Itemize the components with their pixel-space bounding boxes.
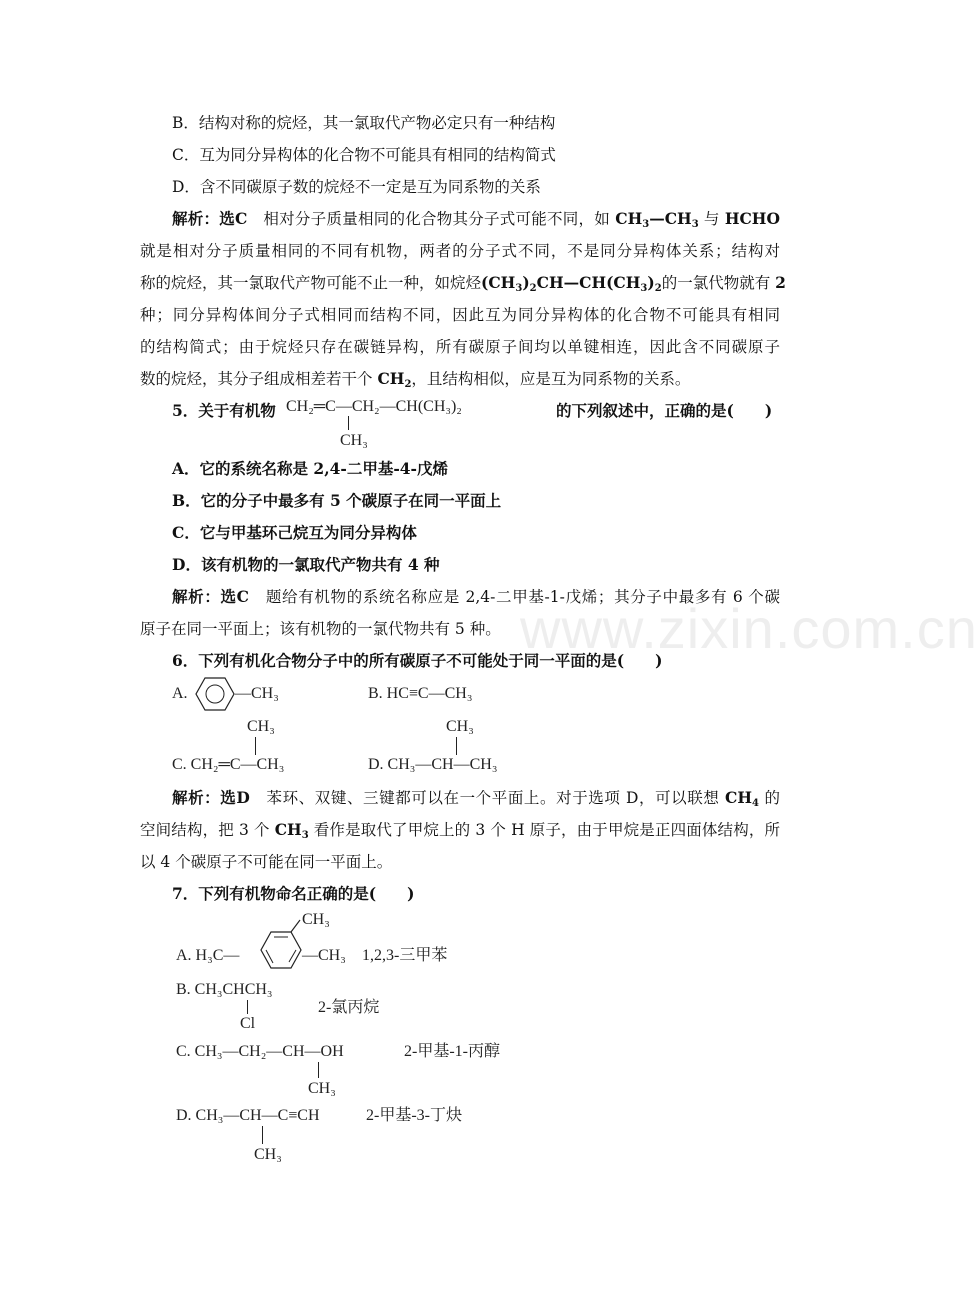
analysis6-line3: 以 4 个碳原子不可能在同一平面上。 xyxy=(140,853,393,871)
q6-option-b: B. HC≡C—CH₃ xyxy=(368,685,473,702)
benzene-ring-icon xyxy=(195,677,235,711)
q7-benzene-ring-icon xyxy=(260,930,302,970)
q5-option-c: C．它与甲基环己烷互为同分异构体 xyxy=(172,523,417,542)
analysis4-line2: 就是相对分子质量相同的不同有机物，两者的分子式不同，不是同分异构体关系；结构对 xyxy=(140,242,780,260)
analysis-pick: 选C xyxy=(219,209,248,228)
q7-option-c-branch: CH₃ xyxy=(308,1080,336,1097)
analysis6-line2: 空间结构，把 3 个 $CH_3$ 看作是取代了甲烷上的 3 个 H 原子，由于甲烷是正四面体结构，所 xyxy=(140,820,781,841)
q5-option-a: A．它的系统名称是 2,4-二甲基-4-戊烯 xyxy=(172,459,448,478)
q7-option-a-right: —CH₃ xyxy=(302,947,346,964)
q7-stem: 7．下列有机物命名正确的是( ) xyxy=(172,884,415,903)
q7-option-a-top-methyl: CH₃ xyxy=(302,911,330,928)
q6-option-d: D. CH₃—CH—CH₃ xyxy=(368,756,498,773)
analysis6-line1: 解析：选D 苯环、双键、三键都可以在一个平面上。对于选项 D，可以联想 $CH_4$ 的 xyxy=(172,788,780,809)
analysis4-line4: 种；同分异构体间分子式相同而结构不同，因此互为同分异构体的化合物不可能具有相同 xyxy=(140,306,780,324)
analysis-label: 解析： xyxy=(172,209,220,228)
q5-stem-start: 5．关于有机物 xyxy=(172,401,276,420)
q6-option-a-label: A. xyxy=(172,685,188,702)
q5-option-b: B．它的分子中最多有 5 个碳原子在同一平面上 xyxy=(172,491,502,510)
q7-option-a-left: A. H₃C— xyxy=(176,947,240,964)
q5-option-d: D．该有机物的一氯取代产物共有 4 种 xyxy=(172,555,440,574)
watermark: www.zixin.com.cn xyxy=(520,597,978,660)
q6-stem: 6．下列有机化合物分子中的所有碳原子不可能处于同一平面的是( ) xyxy=(172,651,663,670)
q5-structural-formula: CH₂═C—CH₂—CH(CH₃)₂ xyxy=(286,398,462,415)
q6-option-c-branch: CH₃ xyxy=(247,718,275,735)
q7-option-b-name: 2-氯丙烷 xyxy=(318,999,380,1016)
q7-option-c-name: 2-甲基-1-丙醇 xyxy=(404,1043,500,1060)
q5-branch: CH₃ xyxy=(340,432,368,449)
q7-option-a-name: 1,2,3-三甲苯 xyxy=(362,947,448,964)
q7-option-c-formula: C. CH₃—CH₂—CH—OH xyxy=(176,1043,344,1060)
q7-option-d-formula: D. CH₃—CH—C≡CH xyxy=(176,1107,320,1124)
q6-option-c: C. CH₂═C—CH₃ xyxy=(172,756,285,773)
q5-stem-end: 的下列叙述中，正确的是( ) xyxy=(556,401,773,420)
prev-option-d: D．含不同碳原子数的烷烃不一定是互为同系物的关系 xyxy=(172,178,541,196)
q7-option-d-branch: CH₃ xyxy=(254,1146,282,1163)
q7-option-b-branch: Cl xyxy=(240,1015,256,1032)
q7-option-d-name: 2-甲基-3-丁炔 xyxy=(366,1107,462,1124)
q7-option-b-formula: B. CH₃CHCH₃ xyxy=(176,981,273,998)
prev-option-c: C．互为同分异构体的化合物不可能具有相同的结构简式 xyxy=(172,146,556,164)
analysis4-line1: 解析：选C 相对分子质量相同的化合物其分子式可能不同，如 $CH_3—CH_3$ 与 HCHO xyxy=(172,209,780,230)
prev-option-b: B．结构对称的烷烃，其一氯取代产物必定只有一种结构 xyxy=(172,114,556,132)
analysis4-line5: 的结构简式；由于烷烃只存在碳链异构，所有碳原子间均以单键相连，因此含不同碳原子 xyxy=(140,338,780,356)
q5-branch-bond xyxy=(348,416,349,430)
q6-option-d-branch: CH₃ xyxy=(446,718,474,735)
q6-option-a-methyl: —CH₃ xyxy=(235,685,279,702)
analysis5-line2: 原子在同一平面上；该有机物的一氯代物共有 5 种。 xyxy=(140,620,501,638)
analysis4-line6: 数的烷烃，其分子组成相差若干个 $CH_2$，且结构相似，应是互为同系物的关系。 xyxy=(140,369,691,390)
analysis5-line1: 解析：选C 题给有机物的系统名称应是 2,4-二甲基-1-戊烯；其分子中最多有 6 个碳 xyxy=(172,587,780,606)
analysis4-line3: 称的烷烃，其一氯取代产物可能不止一种，如烷烃$(CH_3)_2CH—CH(CH_3)_2$的一氯代物就有 2 xyxy=(140,273,786,294)
